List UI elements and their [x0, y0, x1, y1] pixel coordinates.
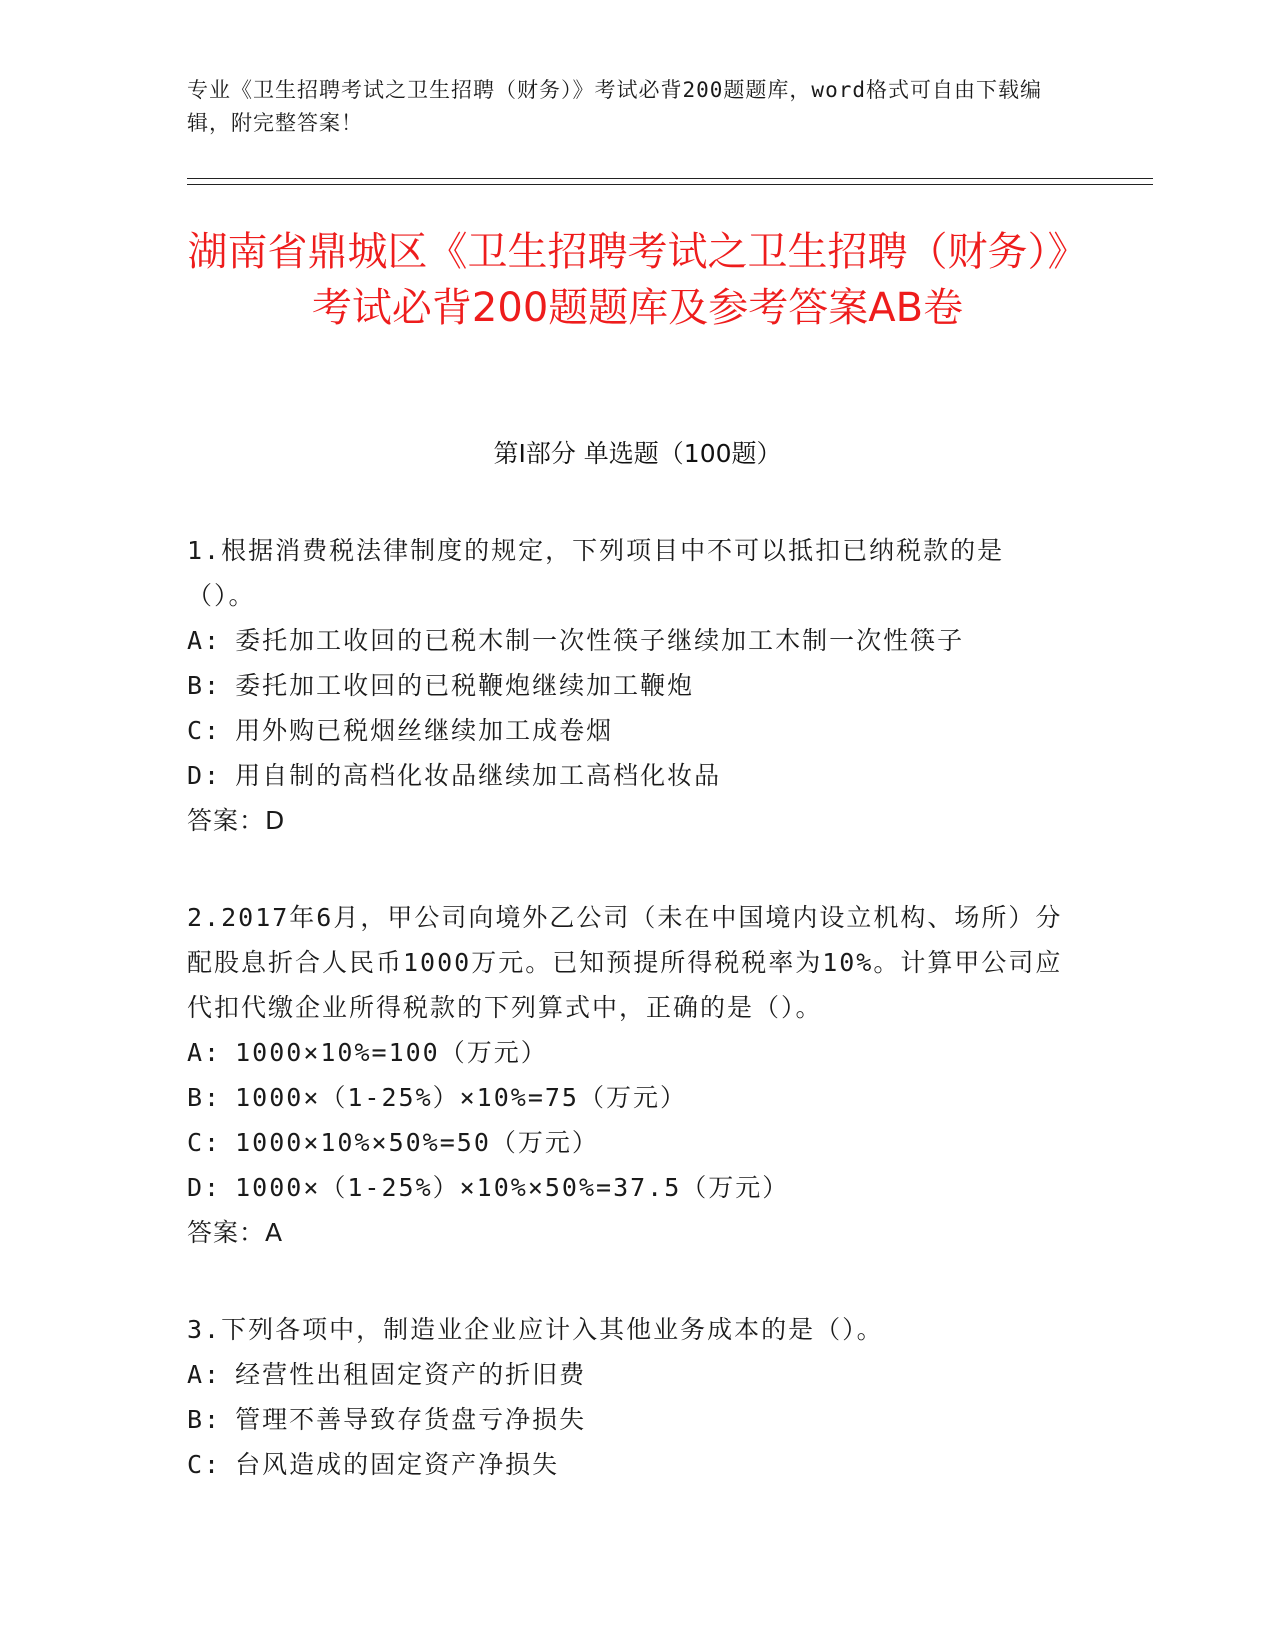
option-text: 委托加工收回的已税鞭炮继续加工鞭炮 — [235, 671, 695, 700]
question-stem: 3.下列各项中，制造业企业应计入其他业务成本的是（）。 — [187, 1315, 884, 1344]
option-c — [187, 1442, 1067, 1487]
option-letter: C: — [187, 1450, 222, 1479]
option-text: 用自制的高档化妆品继续加工高档化妆品 — [235, 761, 722, 790]
question-list — [187, 528, 1067, 1539]
option-letter: B: — [187, 1083, 222, 1112]
option-text: 1000×10%=100（万元） — [235, 1038, 548, 1067]
header-rule-bottom — [187, 184, 1153, 185]
option-c — [187, 1120, 1067, 1165]
answer: 答案：A — [187, 1218, 284, 1247]
option-letter: D: — [187, 761, 222, 790]
option-text: 1000×（1-25%）×10%=75（万元） — [235, 1083, 687, 1112]
question-2 — [187, 895, 1067, 1255]
option-letter: D: — [187, 1173, 222, 1202]
option-a — [187, 1030, 1067, 1075]
option-letter: A: — [187, 1360, 222, 1389]
header-note: 专业《卫生招聘考试之卫生招聘（财务）》考试必背200题题库，word格式可自由下载编辑，附完整答案！ — [187, 78, 1042, 135]
option-b — [187, 1397, 1067, 1442]
option-letter: C: — [187, 1128, 222, 1157]
option-text: 委托加工收回的已税木制一次性筷子继续加工木制一次性筷子 — [235, 626, 965, 655]
option-d — [187, 753, 1067, 798]
option-a — [187, 618, 1067, 663]
question-1 — [187, 528, 1067, 843]
option-letter: A: — [187, 626, 222, 655]
document-title: 湖南省鼎城区《卫生招聘考试之卫生招聘（财务）》考试必背200题题库及参考答案AB卷 — [187, 229, 1088, 331]
answer: 答案：D — [187, 806, 286, 835]
question-3 — [187, 1307, 1067, 1487]
option-b — [187, 663, 1067, 708]
option-d — [187, 1165, 1067, 1210]
option-letter: A: — [187, 1038, 222, 1067]
option-letter: B: — [187, 1405, 222, 1434]
question-stem: 2.2017年6月，甲公司向境外乙公司（未在中国境内设立机构、场所）分配股息折合人民币1000万元。已知预提所得税税率为10%。计算甲公司应代扣代缴企业所得税款的下列算式中，正确的是（）。 — [187, 903, 1063, 1022]
option-text: 用外购已税烟丝继续加工成卷烟 — [235, 716, 614, 745]
option-text: 1000×10%×50%=50（万元） — [235, 1128, 599, 1157]
option-b — [187, 1075, 1067, 1120]
header-rule-top — [187, 178, 1153, 179]
question-stem: 1.根据消费税法律制度的规定，下列项目中不可以抵扣已纳税款的是（）。 — [187, 536, 1005, 610]
option-a — [187, 1352, 1067, 1397]
section-title: 第Ⅰ部分 单选题（100题） — [493, 439, 782, 468]
option-text: 管理不善导致存货盘亏净损失 — [235, 1405, 587, 1434]
option-letter: B: — [187, 671, 222, 700]
option-c — [187, 708, 1067, 753]
option-text: 1000×（1-25%）×10%×50%=37.5（万元） — [235, 1173, 790, 1202]
option-text: 台风造成的固定资产净损失 — [235, 1450, 560, 1479]
option-letter: C: — [187, 716, 222, 745]
option-text: 经营性出租固定资产的折旧费 — [235, 1360, 587, 1389]
